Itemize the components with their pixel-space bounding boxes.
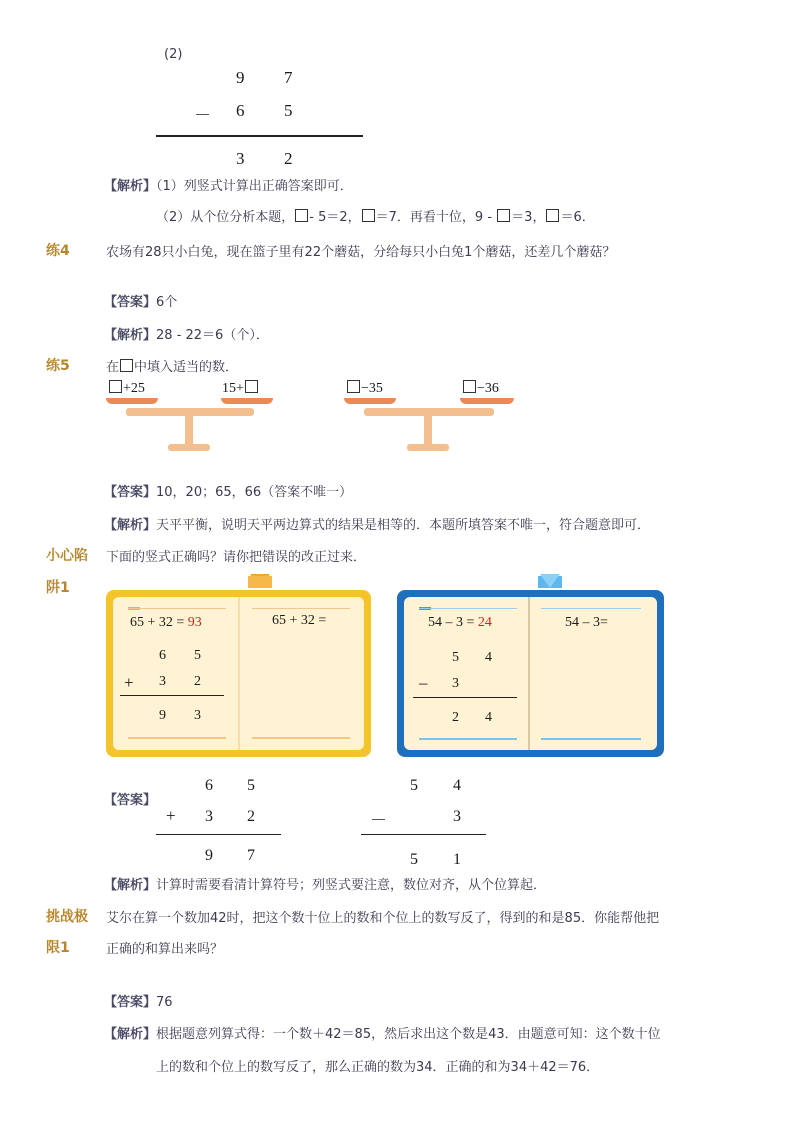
problem-label: 练5 [46, 358, 70, 374]
ans1-operator: + [166, 806, 176, 825]
expr-text: 15+ [222, 381, 244, 396]
jiexi-bracket: 【解析】 [104, 328, 157, 343]
scale-right-expr [222, 380, 259, 397]
problem-label: 挑战极 [46, 909, 88, 925]
bookmark-ribbon-top [248, 576, 272, 588]
blank-box [347, 380, 360, 393]
answer-bracket: 【答案】 [104, 995, 157, 1010]
problem-label-cont: 限1 [46, 940, 70, 956]
balance-scale-2 [344, 378, 519, 458]
book1-right-equation: 65 + 32 = [272, 613, 327, 628]
jiexi-a-line2 [156, 206, 595, 225]
p2-operator: － [194, 106, 211, 125]
p2-divider [156, 135, 363, 137]
book2-res-ones: 4 [485, 710, 492, 725]
book2-res-tens: 2 [452, 710, 459, 725]
question-text [106, 356, 238, 375]
p2-row1-tens: 9 [236, 68, 245, 87]
book2-left-equation [428, 615, 492, 631]
book1-left-equation [130, 615, 202, 631]
jiexi-text: （2）从个位分析本题， [156, 210, 295, 225]
blank-box [546, 209, 559, 222]
book1-r2-ones: 2 [194, 674, 201, 689]
jiexi-line [104, 1023, 661, 1042]
answer-bracket: 【答案】 [104, 485, 157, 500]
question-text: 艾尔在算一个数加42时，把这个数十位上的数和个位上的数写反了，得到的和是85．你能帮他把 [106, 911, 660, 926]
book2-r1-tens: 5 [452, 650, 459, 665]
book1-res-ones: 3 [194, 708, 201, 723]
ans1-r2-ones: 2 [247, 808, 255, 825]
jiexi-text: 28 - 22＝6（个）． [156, 328, 269, 343]
ans2-res-tens: 5 [410, 851, 418, 868]
scale-base [407, 444, 449, 451]
question-text: 下面的竖式正确吗？请你把错误的改正过来． [106, 550, 367, 565]
scale-post [185, 416, 193, 444]
page-rule [252, 737, 350, 739]
page-rule [252, 608, 350, 609]
scale-base [168, 444, 210, 451]
book2-right-equation: 54 – 3= [565, 615, 608, 630]
notebook-2 [397, 590, 664, 757]
answer-line [104, 481, 352, 500]
jiexi-text: ＝6． [560, 210, 595, 225]
jiexi-text: 根据题意列算式得：一个数＋42＝85，然后求出这个数是43．由题意可知：这个数十位 [156, 1027, 661, 1042]
blank-box [109, 380, 122, 393]
answer-text: 10，20；65，66（答案不唯一） [156, 485, 353, 500]
balance-scale-1 [106, 378, 276, 458]
question-text-cont: 正确的和算出来吗？ [106, 942, 224, 957]
jiexi-line-cont: 上的数和个位上的数写反了，那么正确的数为34．正确的和为34＋42＝76． [156, 1060, 600, 1075]
scale-post [424, 416, 432, 444]
ans2-r2-ones: 3 [453, 808, 461, 825]
jiexi-line [104, 514, 650, 533]
expr-text: −36 [477, 381, 499, 396]
jiexi-text: ＝3， [511, 210, 546, 225]
scale-pan-right [460, 398, 514, 404]
ans1-r2-tens: 3 [205, 808, 213, 825]
page-rule [128, 608, 226, 609]
scale-pan-left [344, 398, 396, 404]
answer-bracket: 【答案】 [104, 295, 157, 310]
scale-left-expr [346, 380, 383, 397]
scale-left-expr [108, 380, 145, 397]
book1-r1-ones: 5 [194, 648, 201, 663]
jiexi-bracket: 【解析】 [104, 878, 157, 893]
page-rule [419, 738, 517, 740]
page-rule [419, 608, 517, 609]
p2-row1-ones: 7 [284, 68, 293, 87]
answer-text: 6个 [156, 295, 178, 310]
jiexi-text: 天平平衡，说明天平两边算式的结果是相等的．本题所填答案不唯一，符合题意即可． [156, 518, 651, 533]
blank-box [463, 380, 476, 393]
equation-text: 65 + 32 = [130, 615, 188, 630]
ans1-r1-tens: 6 [205, 777, 213, 794]
equation-answer: 24 [477, 615, 492, 630]
p2-row2-ones: 5 [284, 101, 293, 120]
jiexi-text: 计算时需要看清计算符号；列竖式要注意，数位对齐，从个位算起． [156, 878, 547, 893]
ans1-r1-ones: 5 [247, 777, 255, 794]
jiexi-line [104, 324, 269, 343]
jiexi-text: - 5＝2， [309, 210, 361, 225]
scale-beam [364, 408, 494, 416]
bookmark-ribbon [540, 574, 560, 588]
book2-r2-tens: 3 [452, 676, 459, 691]
book1-divider [120, 695, 224, 696]
ans2-operator: － [370, 811, 387, 830]
scale-pan-right [221, 398, 273, 404]
blank-box [245, 380, 258, 393]
p2-row2-tens: 6 [236, 101, 245, 120]
jiexi-bracket: 【解析】 [104, 518, 157, 533]
notebook-1 [106, 590, 371, 757]
problem-label: 小心陷 [46, 548, 88, 564]
answer-line [104, 291, 177, 310]
equation-text: 54 – 3 = [428, 615, 478, 630]
book1-res-tens: 9 [159, 708, 166, 723]
blank-box [295, 209, 308, 222]
scale-beam [126, 408, 254, 416]
question-part: 在 [106, 360, 120, 375]
question-text: 农场有28只小白兔，现在篮子里有22个蘑菇，分给每只小白兔1个蘑菇，还差几个蘑菇？ [106, 245, 616, 260]
answer-line [104, 991, 173, 1010]
problem-label: 练4 [46, 243, 70, 259]
equation-answer: 93 [187, 615, 202, 630]
book1-operator: + [124, 673, 134, 692]
book1-r2-tens: 3 [159, 674, 166, 689]
blank-box [497, 209, 510, 222]
ans2-r1-ones: 4 [453, 777, 461, 794]
ans2-res-ones: 1 [453, 851, 461, 868]
notebook-spine [238, 597, 240, 750]
answer-text: 76 [156, 995, 173, 1010]
jiexi-a-line1 [104, 175, 353, 194]
blank-box [362, 209, 375, 222]
blank-box [120, 359, 133, 372]
problem-label-cont: 阱1 [46, 580, 70, 596]
book2-r1-ones: 4 [485, 650, 492, 665]
answer-bracket-line [104, 789, 156, 808]
sub-label: (2) [164, 47, 183, 62]
question-part: 中填入适当的数． [134, 360, 239, 375]
notebook-spine [528, 597, 530, 750]
answer-bracket: 【答案】 [104, 793, 157, 808]
p2-result-tens: 3 [236, 149, 245, 168]
page-rule [541, 608, 641, 609]
book2-operator: – [419, 673, 428, 692]
book2-divider [413, 697, 517, 698]
expr-text: −35 [361, 381, 383, 396]
jiexi-bracket: 【解析】 [104, 1027, 157, 1042]
ans1-res-ones: 7 [247, 847, 255, 864]
jiexi-line [104, 874, 546, 893]
scale-right-expr [462, 380, 499, 397]
page-rule [541, 738, 641, 740]
page-rule [128, 737, 226, 739]
jiexi-text: ＝7．再看十位，9 - [375, 210, 493, 225]
ans2-r1-tens: 5 [410, 777, 418, 794]
ans2-divider [361, 834, 486, 835]
p2-result-ones: 2 [284, 149, 293, 168]
jiexi-text: （1）列竖式计算出正确答案即可． [156, 179, 353, 194]
jiexi-bracket: 【解析】 [104, 179, 157, 194]
scale-pan-left [106, 398, 158, 404]
ans1-divider [156, 834, 281, 835]
expr-text: +25 [123, 381, 145, 396]
ans1-res-tens: 9 [205, 847, 213, 864]
book1-r1-tens: 6 [159, 648, 166, 663]
